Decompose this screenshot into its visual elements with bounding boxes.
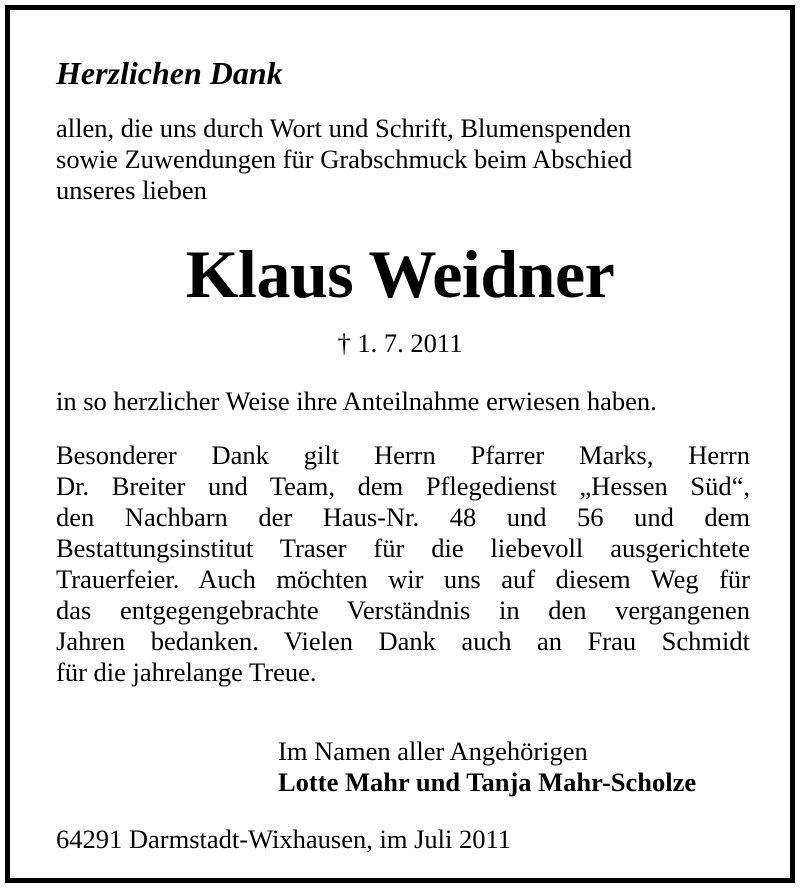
- deceased-name: Klaus Weidner: [185, 236, 615, 312]
- intro-line: unseres lieben: [56, 175, 207, 205]
- thanks-paragraph: [56, 440, 750, 688]
- thanks-line: Trauerfeier. Auch möchten wir uns auf diesem Weg für: [56, 564, 750, 594]
- thanks-line: für die jahrelange Treue.: [56, 657, 317, 687]
- intro-line: allen, die uns durch Wort und Schrift, Blumenspenden: [56, 113, 632, 143]
- signature-on-behalf: Im Namen aller Angehörigen: [278, 736, 588, 766]
- thanks-line: Bestattungsinstitut Traser für die liebevoll ausgerichtete: [56, 533, 750, 563]
- place-and-date: 64291 Darmstadt-Wixhausen, im Juli 2011: [56, 824, 512, 854]
- thanks-line: das entgegengebrachte Verständnis in den vergangenen: [56, 595, 750, 625]
- thanks-line: Dr. Breiter und Team, dem Pflegedienst „Hessen Süd“,: [56, 471, 750, 501]
- signature-names: Lotte Mahr und Tanja Mahr-Scholze: [278, 767, 697, 797]
- intro-paragraph: [56, 113, 632, 206]
- notice-heading: Herzlichen Dank: [56, 55, 283, 91]
- thanks-line: Besonderer Dank gilt Herrn Pfarrer Marks, Herrn: [56, 440, 750, 470]
- signature-block: [278, 736, 696, 798]
- closing-line: in so herzlicher Weise ihre Anteilnahme erwiesen haben.: [56, 386, 657, 416]
- thanks-line: Jahren bedanken. Vielen Dank auch an Frau Schmidt: [56, 626, 750, 656]
- intro-line: sowie Zuwendungen für Grabschmuck beim Abschied: [56, 144, 633, 174]
- obituary-thank-you-notice: [5, 5, 795, 883]
- death-date: † 1. 7. 2011: [337, 328, 463, 358]
- thanks-line: den Nachbarn der Haus-Nr. 48 und 56 und dem: [56, 502, 750, 532]
